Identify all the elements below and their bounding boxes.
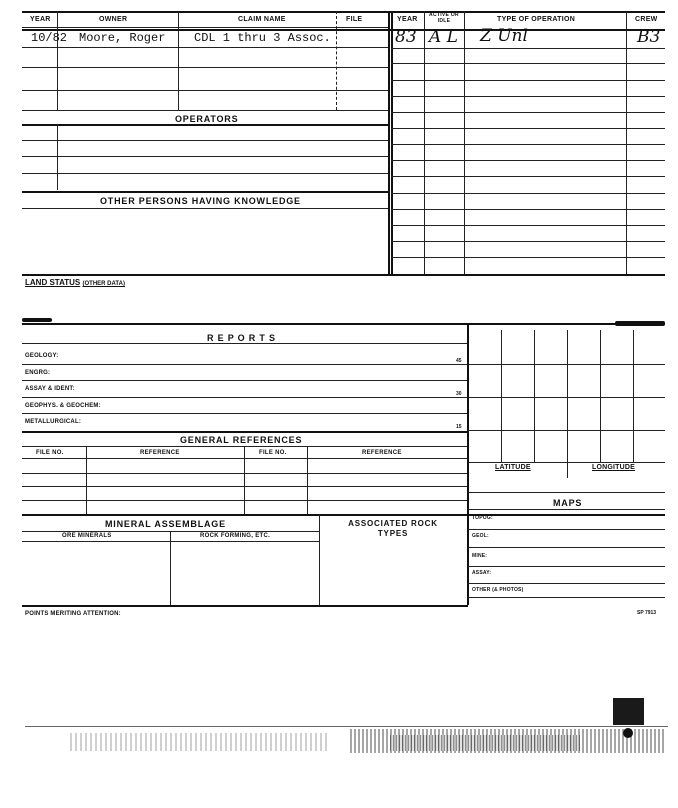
land-status-title: LAND STATUS [25, 278, 81, 287]
report-geology-label: GEOLOGY: [25, 353, 59, 359]
activity-year: 83 [395, 27, 417, 47]
claim-year: 10/82 [31, 31, 68, 45]
report-assay-num: 30 [456, 391, 462, 397]
reports-title: R E P O R T S [207, 333, 276, 343]
scan-artifact-block [613, 698, 644, 725]
header-claim-name: CLAIM NAME [238, 16, 286, 23]
report-engrg-label: ENGRG: [25, 370, 51, 376]
ref-header-file1: FILE NO. [36, 450, 64, 456]
land-status-sub: (OTHER DATA) [82, 281, 125, 287]
activity-crew: B3 [637, 27, 661, 47]
ref-header-ref1: REFERENCE [140, 450, 180, 456]
form-code: SP 7913 [637, 610, 657, 616]
header-owner: OWNER [99, 16, 128, 23]
general-references-title: GENERAL REFERENCES [180, 435, 303, 445]
mineral-title: MINERAL ASSEMBLAGE [105, 519, 226, 529]
scan-noise-left [70, 733, 330, 751]
other-persons-title: OTHER PERSONS HAVING KNOWLEDGE [100, 196, 301, 206]
map-other: OTHER (& PHOTOS) [472, 587, 524, 593]
report-metallurgical-label: METALLURGICAL: [25, 419, 82, 425]
report-geology-num: 45 [456, 358, 462, 364]
redaction-mark-left [22, 318, 52, 322]
scan-noise-dark [390, 735, 580, 751]
claim-owner: Moore, Roger [79, 31, 166, 45]
claim-name: CDL 1 thru 3 Assoc. [194, 31, 331, 45]
map-topog: TOPOG: [472, 515, 493, 521]
rock-forming-header: ROCK FORMING, ETC. [200, 533, 271, 539]
map-geol: GEOL: [472, 533, 489, 539]
header-crew: CREW [635, 16, 658, 23]
map-assay: ASSAY: [472, 570, 492, 576]
activity-type: Z Unl [480, 26, 528, 46]
ore-minerals-header: ORE MINERALS [62, 533, 112, 539]
latitude-label: LATITUDE [495, 464, 531, 471]
maps-title: MAPS [553, 498, 583, 508]
points-title: POINTS MERITING ATTENTION: [25, 611, 121, 617]
header-active-idle: ACTIVE OR IDLE [429, 12, 459, 24]
header-activity-year: YEAR [397, 16, 418, 23]
operators-title: OPERATORS [175, 114, 239, 124]
ref-header-ref2: REFERENCE [362, 450, 402, 456]
associated-rock-types-title: ASSOCIATED ROCK TYPES [348, 519, 438, 538]
report-assay-label: ASSAY & IDENT: [25, 386, 75, 392]
header-year: YEAR [30, 16, 51, 23]
ref-header-file2: FILE NO. [259, 450, 287, 456]
land-status-label [25, 278, 125, 287]
activity-active-idle: A L [429, 27, 458, 47]
scan-artifact-dot [623, 728, 633, 738]
longitude-label: LONGITUDE [592, 464, 636, 471]
report-metallurgical-num: 15 [456, 424, 462, 430]
report-geophys-label: GEOPHYS. & GEOCHEM: [25, 403, 101, 409]
map-mine: MINE: [472, 553, 488, 559]
header-type-operation: TYPE OF OPERATION [497, 16, 576, 23]
header-file: FILE [346, 16, 363, 23]
